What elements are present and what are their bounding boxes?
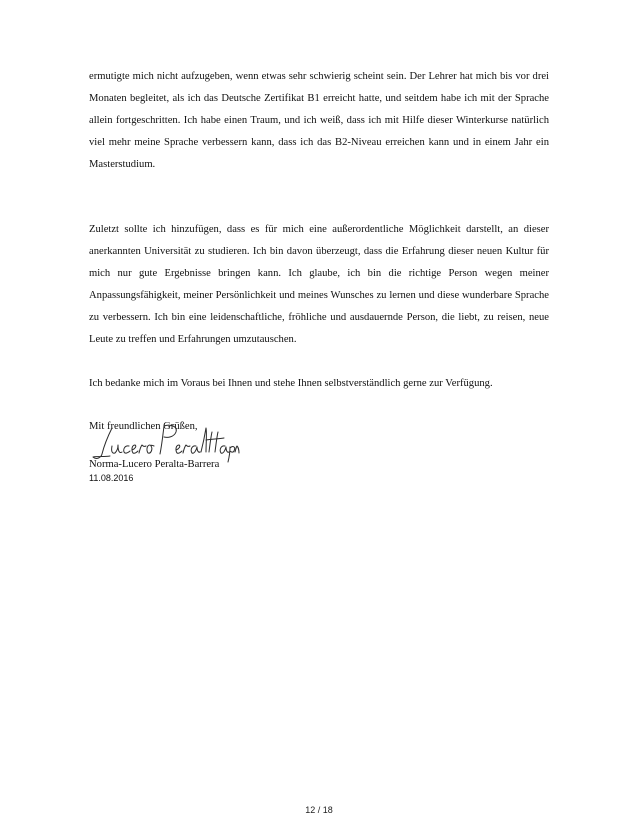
- paragraph-motivation: ermutigte mich nicht aufzugeben, wenn etwas sehr schwierig scheint sein. Der Lehrer hat mich bis vor drei Monaten begleitet, als ich das Deutsche Zertifikat B1 erreicht hatte, und seitdem habe ich mit der Sprache allein fortgeschritten. Ich habe einen Traum, und ich weiß, dass ich mit Hilfe dieser Winterkurse natürlich viel mehr meine Sprache verbessern kann, dass ich das B2-Niveau erreichen kann und in einem Jahr ein Masterstudium.: [89, 71, 549, 170]
- letter-body: [89, 66, 549, 438]
- paragraph-thanks: Ich bedanke mich im Voraus bei Ihnen und stehe Ihnen selbstverständlich gerne zur Verfügung.: [89, 377, 493, 389]
- paragraph-university: Zuletzt sollte ich hinzufügen, dass es für mich eine außerordentliche Möglichkeit darstellt, an dieser anerkannten Universität zu studieren. Ich bin davon überzeugt, dass die Erfahrung dieser neuen Kultur für mich nur gute Ergebnisse bringen kann. Ich glaube, ich bin die richtige Person wegen meiner Anpassungsfähigkeit, meiner Persönlichkeit und meines Wunsches zu lernen und diese wunderbare Sprache zu verbessern. Ich bin eine leidenschaftliche, fröhliche und ausdauernde Person, die liebt, zu reisen, neue Leute zu treffen und Erfahrungen umzutauschen.: [89, 224, 549, 345]
- paragraph-spacer: [89, 176, 549, 198]
- paragraph-spacer: [89, 351, 549, 373]
- page-number: 12 / 18: [305, 805, 333, 815]
- paragraph-spacer: [89, 395, 549, 417]
- signer-name: Norma-Lucero Peralta-Barrera: [89, 459, 220, 470]
- closing-salutation: Mit freundlichen Grüßen,: [89, 421, 198, 433]
- letter-date: 11.08.2016: [89, 473, 134, 483]
- paragraph-spacer: [89, 197, 549, 219]
